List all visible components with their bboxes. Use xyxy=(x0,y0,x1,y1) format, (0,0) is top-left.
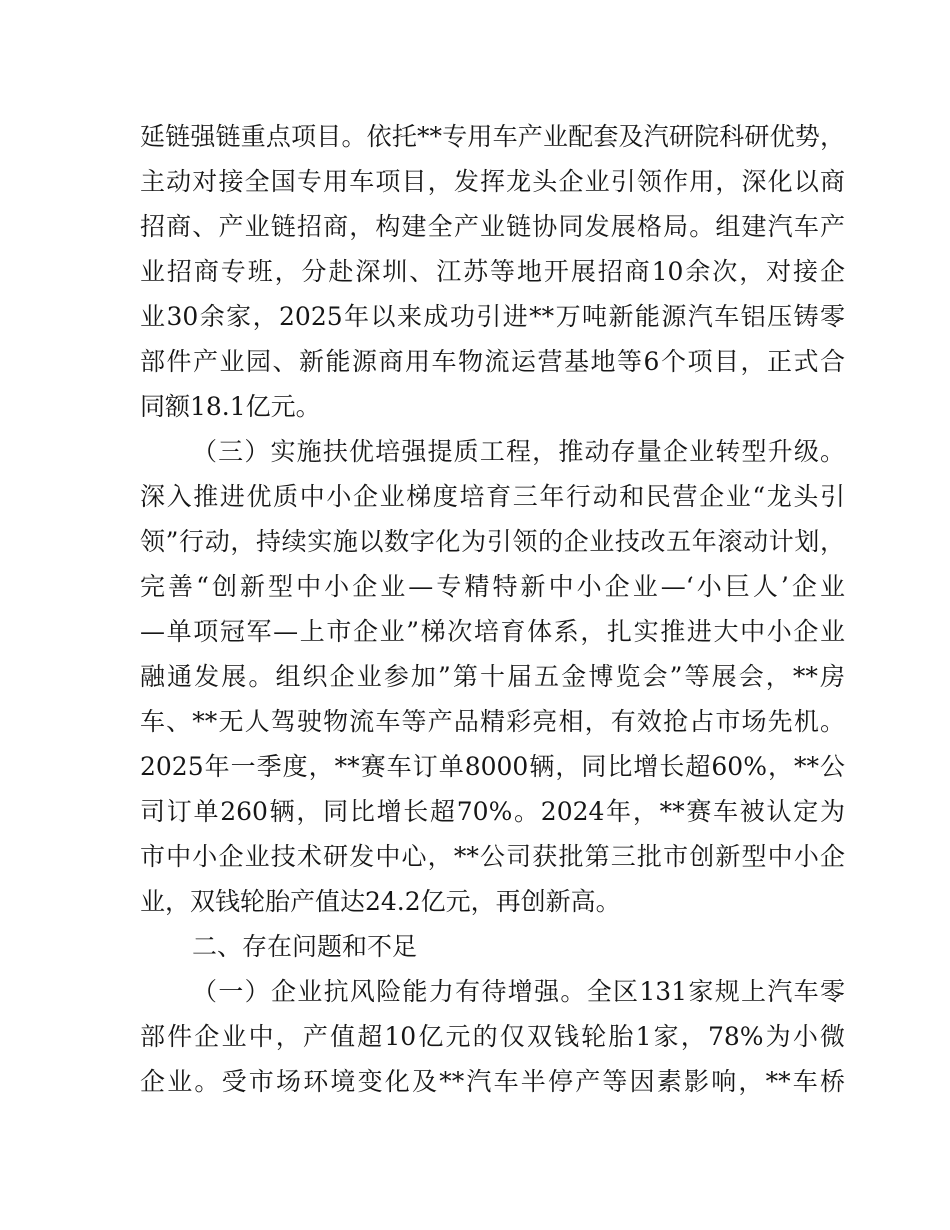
body-line: 主动对接全国专用车项目，发挥龙头企业引领作用，深化以商 xyxy=(140,167,845,196)
body-line: 完善“创新型中小企业—专精特新中小企业—‘小巨人’企业 xyxy=(140,572,845,601)
document-text-block xyxy=(140,114,845,1104)
body-line: 领”行动，持续实施以数字化为引领的企业技改五年滚动计划， xyxy=(140,527,845,556)
body-line: 招商、产业链招商，构建全产业链协同发展格局。组建汽车产 xyxy=(140,212,845,241)
body-line: 融通发展。组织企业参加”第十届五金博览会”等展会，**房 xyxy=(140,662,845,691)
body-line: 部件产业园、新能源商用车物流运营基地等6个项目，正式合 xyxy=(140,347,845,376)
body-line: 企业。受市场环境变化及**汽车半停产等因素影响，**车桥 xyxy=(140,1067,845,1096)
body-line: 业30余家，2025年以来成功引进**万吨新能源汽车铝压铸零 xyxy=(140,302,845,331)
section-heading-line: 二、存在问题和不足 xyxy=(192,932,418,961)
paragraph-end-line: 同额18.1亿元。 xyxy=(140,392,321,421)
paragraph-start-line: （三）实施扶优培强提质工程，推动存量企业转型升级。 xyxy=(192,437,845,466)
body-line: 延链强链重点项目。依托**专用车产业配套及汽研院科研优势， xyxy=(140,122,845,151)
paragraph-end-line: 业，双钱轮胎产值达24.2亿元，再创新高。 xyxy=(140,887,621,916)
body-line: 部件企业中，产值超10亿元的仅双钱轮胎1家，78%为小微 xyxy=(140,1022,845,1051)
paragraph-start-line: （一）企业抗风险能力有待增强。全区131家规上汽车零 xyxy=(192,977,845,1006)
body-line: 深入推进优质中小企业梯度培育三年行动和民营企业“龙头引 xyxy=(140,482,845,511)
body-line: 业招商专班，分赴深圳、江苏等地开展招商10余次，对接企 xyxy=(140,257,845,286)
body-line: 2025年一季度，**赛车订单8000辆，同比增长超60%，**公 xyxy=(140,752,845,781)
body-line: 司订单260辆，同比增长超70%。2024年，**赛车被认定为 xyxy=(140,797,845,826)
body-line: —单项冠军—上市企业”梯次培育体系，扎实推进大中小企业 xyxy=(140,617,845,646)
body-line: 市中小企业技术研发中心，**公司获批第三批市创新型中小企 xyxy=(140,842,845,871)
body-line: 车、**无人驾驶物流车等产品精彩亮相，有效抢占市场先机。 xyxy=(140,707,845,736)
